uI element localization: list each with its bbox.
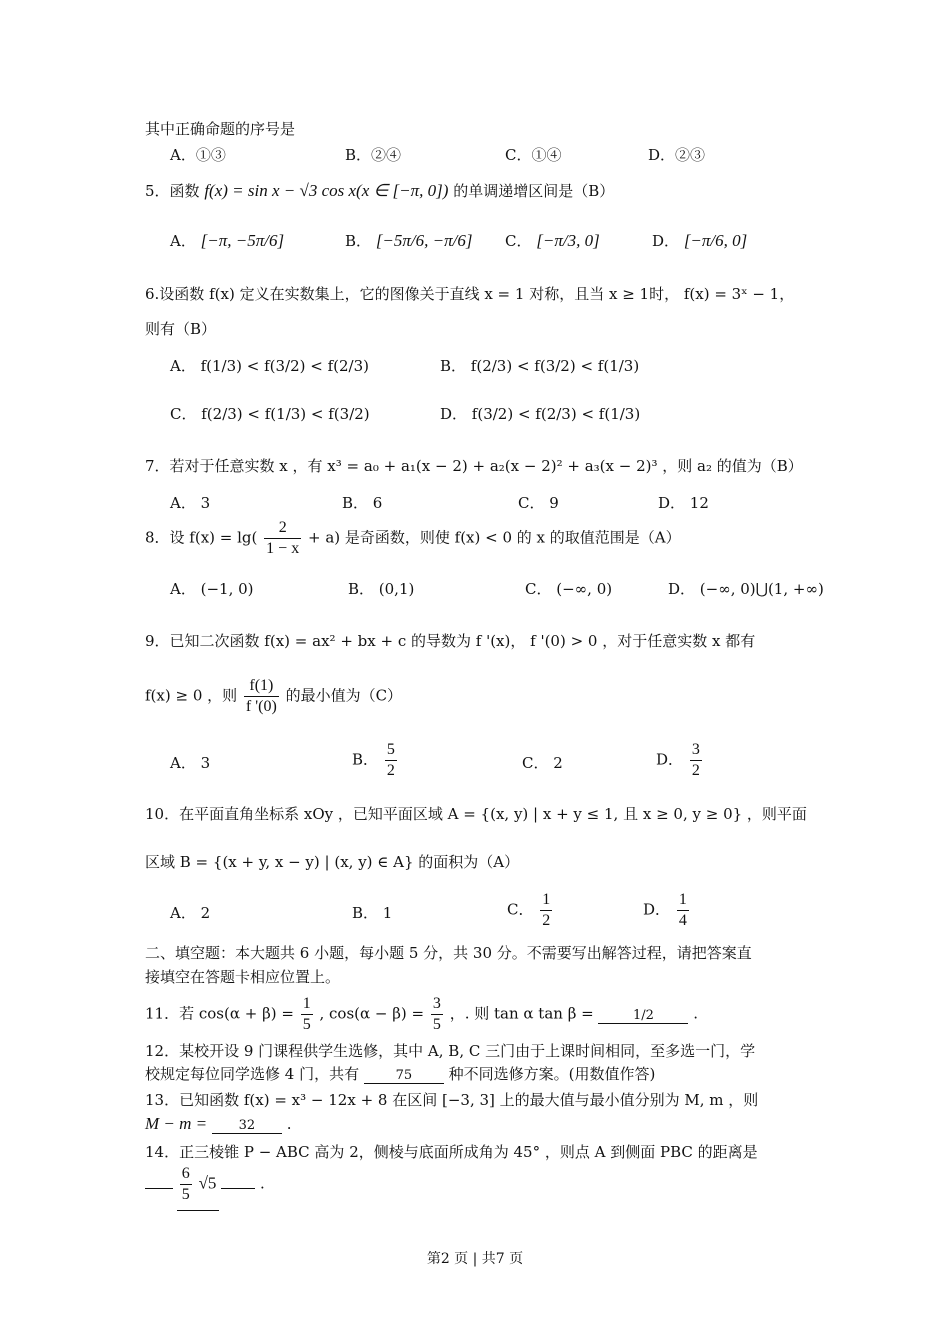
q5-option-d xyxy=(652,230,747,251)
q12-line1: 12．某校开设 9 门课程供学生选修，其中 A, B, C 三门由于上课时间相同，至多选一门，学 xyxy=(145,1042,756,1060)
q8-option-a: A． (−1, 0) xyxy=(170,580,254,598)
q9-option-d-label: D． xyxy=(656,750,684,769)
q5-option-d-label: D． xyxy=(652,232,680,250)
q9-option-b xyxy=(352,740,399,781)
q5-option-a-label: A． xyxy=(170,232,196,250)
q6-option-a: A． f(1/3) < f(3/2) < f(2/3) xyxy=(170,357,369,375)
q7-option-d: D． 12 xyxy=(658,494,709,512)
section2-line2: 接填空在答题卡相应位置上。 xyxy=(145,968,341,986)
q10-option-c-label: C． xyxy=(507,900,534,919)
q11-frac1-den: 5 xyxy=(302,1016,311,1033)
q14-answer-line xyxy=(145,1164,265,1205)
q10-option-a: A． 2 xyxy=(170,904,211,922)
q9-option-b-den: 2 xyxy=(386,762,395,779)
q8-option-d: D． (−∞, 0)⋃(1, +∞) xyxy=(668,580,824,598)
q6-option-b: B． f(2/3) < f(3/2) < f(1/3) xyxy=(440,357,640,375)
q14-blank-right xyxy=(221,1188,255,1189)
q10-option-d-label: D． xyxy=(643,900,671,919)
q11-post: ，. 则 tan α tan β = xyxy=(449,1004,594,1023)
q11-end: . xyxy=(693,1004,699,1023)
q13-answer-blank: 32 xyxy=(212,1118,282,1134)
q6-line1: 6.设函数 f(x) 定义在实数集上，它的图像关于直线 x = 1 对称，且当 x ≥ 1时， f(x) = 3ˣ − 1， xyxy=(145,285,795,303)
q9-line2-post: 的最小值为（C） xyxy=(285,686,403,705)
q8-text-pre: 8．设 f(x) = lg( xyxy=(145,528,258,547)
q7-option-a: A． 3 xyxy=(170,494,211,512)
q10-option-d xyxy=(643,890,691,931)
q6-option-d: D． f(3/2) < f(2/3) < f(1/3) xyxy=(440,405,641,423)
q7-stem: 7．若对于任意实数 x ，有 x³ = a₀ + a₁(x − 2) + a₂(x − 2)² + a₃(x − 2)³ ，则 a₂ 的值为（B） xyxy=(145,457,803,475)
q5-option-a xyxy=(170,230,284,251)
q10-option-d-den: 4 xyxy=(678,912,687,929)
q10-line2: 区域 B = {(x + y, x − y) | (x, y) ∈ A} 的面积为（A） xyxy=(145,853,520,871)
q9-line1: 9．已知二次函数 f(x) = ax² + bx + c 的导数为 f '(x)， f '(0) > 0 ，对于任意实数 x 都有 xyxy=(145,632,756,650)
q11-frac2-num: 3 xyxy=(431,994,443,1015)
q9-line2-pre: f(x) ≥ 0 ，则 xyxy=(145,686,238,705)
q10-option-c-frac xyxy=(540,890,552,931)
q11-frac2 xyxy=(431,994,443,1035)
q12-answer-blank: 75 xyxy=(364,1068,444,1084)
q9-frac-den: f '(0) xyxy=(245,698,277,715)
q14-blank-left xyxy=(145,1188,173,1189)
q4-option-a: A．①③ xyxy=(170,146,226,164)
q10-line1: 10．在平面直角坐标系 xOy ，已知平面区域 A = {(x, y) | x + y ≤ 1, 且 x ≥ 0, y ≥ 0} ，则平面 xyxy=(145,805,807,823)
q8-option-c: C． (−∞, 0) xyxy=(525,580,613,598)
q12-line2-post: 种不同选修方案。(用数值作答) xyxy=(448,1065,656,1083)
q11-frac1 xyxy=(301,994,313,1035)
q9-option-d-num: 3 xyxy=(690,740,702,761)
q9-fraction xyxy=(244,676,279,717)
q14-answer-root: √5 xyxy=(198,1173,217,1193)
q7-option-c: C． 9 xyxy=(518,494,559,512)
q8-fraction xyxy=(264,518,301,559)
q8-frac-num: 2 xyxy=(264,518,301,539)
q14-underline xyxy=(177,1210,219,1211)
q9-option-d-den: 2 xyxy=(691,762,700,779)
q12-line2-pre: 校规定每位同学选修 4 门，共有 xyxy=(145,1065,360,1083)
q5-option-b xyxy=(345,230,472,251)
q4-option-c: C．①④ xyxy=(505,146,562,164)
q5-option-c-label: C． xyxy=(505,232,532,250)
q10-option-c-num: 1 xyxy=(540,890,552,911)
q13-line1: 13．已知函数 f(x) = x³ − 12x + 8 在区间 [−3, 3] 上的最大值与最小值分别为 M, m ，则 xyxy=(145,1091,759,1109)
q9-option-d xyxy=(656,740,704,781)
q14-answer-frac xyxy=(180,1164,192,1205)
q11-mid: , cos(α − β) = xyxy=(319,1004,425,1023)
q9-option-b-num: 5 xyxy=(385,740,397,761)
section2-line1: 二、填空题：本大题共 6 小题，每小题 5 分，共 30 分。不需要写出解答过程，请把答案直 xyxy=(145,944,752,962)
q10-option-b: B． 1 xyxy=(352,904,393,922)
q10-option-d-frac xyxy=(677,890,689,931)
page-footer: 第2 页 | 共7 页 xyxy=(426,1251,524,1267)
q9-option-d-frac xyxy=(690,740,702,781)
q9-option-b-frac xyxy=(385,740,397,781)
q6-line2: 则有（B） xyxy=(145,320,217,338)
q10-option-d-num: 1 xyxy=(677,890,689,911)
q10-option-c xyxy=(507,890,554,931)
q14-answer-den: 5 xyxy=(181,1186,190,1203)
q13-line2 xyxy=(145,1114,291,1134)
q5-stem xyxy=(145,180,614,201)
q5-tail: 的单调递增区间是（B） xyxy=(453,182,615,200)
q5-option-c xyxy=(505,230,600,251)
q4-prompt: 其中正确命题的序号是 xyxy=(145,120,296,138)
q13-line2-post: . xyxy=(286,1115,292,1133)
q9-option-c: C． 2 xyxy=(522,754,563,772)
q5-option-b-label: B． xyxy=(345,232,372,250)
q8-frac-den: 1 − x xyxy=(266,540,300,557)
q8-option-b: B． (0,1) xyxy=(348,580,415,598)
q13-line2-pre: M − m = xyxy=(145,1114,208,1133)
q5-num: 5．函数 xyxy=(145,182,200,200)
q8-stem xyxy=(145,518,681,559)
q6-option-c: C． f(2/3) < f(1/3) < f(3/2) xyxy=(170,405,370,423)
q9-frac-num: f(1) xyxy=(244,676,279,697)
q14-answer-num: 6 xyxy=(180,1164,192,1185)
q10-option-c-den: 2 xyxy=(542,912,551,929)
q11-frac2-den: 5 xyxy=(432,1016,441,1033)
q5-option-b-value: [−5π/6, −π/6] xyxy=(375,231,473,250)
q5-option-c-value: [−π/3, 0] xyxy=(536,231,600,250)
q4-option-d: D．②③ xyxy=(648,146,706,164)
q14-line1: 14．正三棱锥 P − ABC 高为 2，侧棱与底面所成角为 45° ，则点 A 到侧面 PBC 的距离是 xyxy=(145,1143,758,1161)
q11-frac1-num: 1 xyxy=(301,994,313,1015)
q9-option-b-label: B． xyxy=(352,750,379,769)
q7-option-b: B． 6 xyxy=(342,494,383,512)
q9-option-a: A． 3 xyxy=(170,754,211,772)
q11-stem xyxy=(145,994,698,1035)
q9-line2 xyxy=(145,676,402,717)
q12-line2 xyxy=(145,1063,655,1084)
q11-pre: 11．若 cos(α + β) = xyxy=(145,1004,294,1023)
q4-option-b: B．②④ xyxy=(345,146,402,164)
q5-option-d-value: [−π/6, 0] xyxy=(683,231,748,250)
q14-end: . xyxy=(259,1174,265,1193)
q8-text-post: + a) 是奇函数，则使 f(x) < 0 的 x 的取值范围是（A） xyxy=(307,528,681,547)
q11-answer-blank: 1/2 xyxy=(598,1008,688,1024)
q5-option-a-value: [−π, −5π/6] xyxy=(200,231,285,250)
q5-func: f(x) = sin x − √3 cos x(x ∈ [−π, 0]) xyxy=(204,181,449,200)
